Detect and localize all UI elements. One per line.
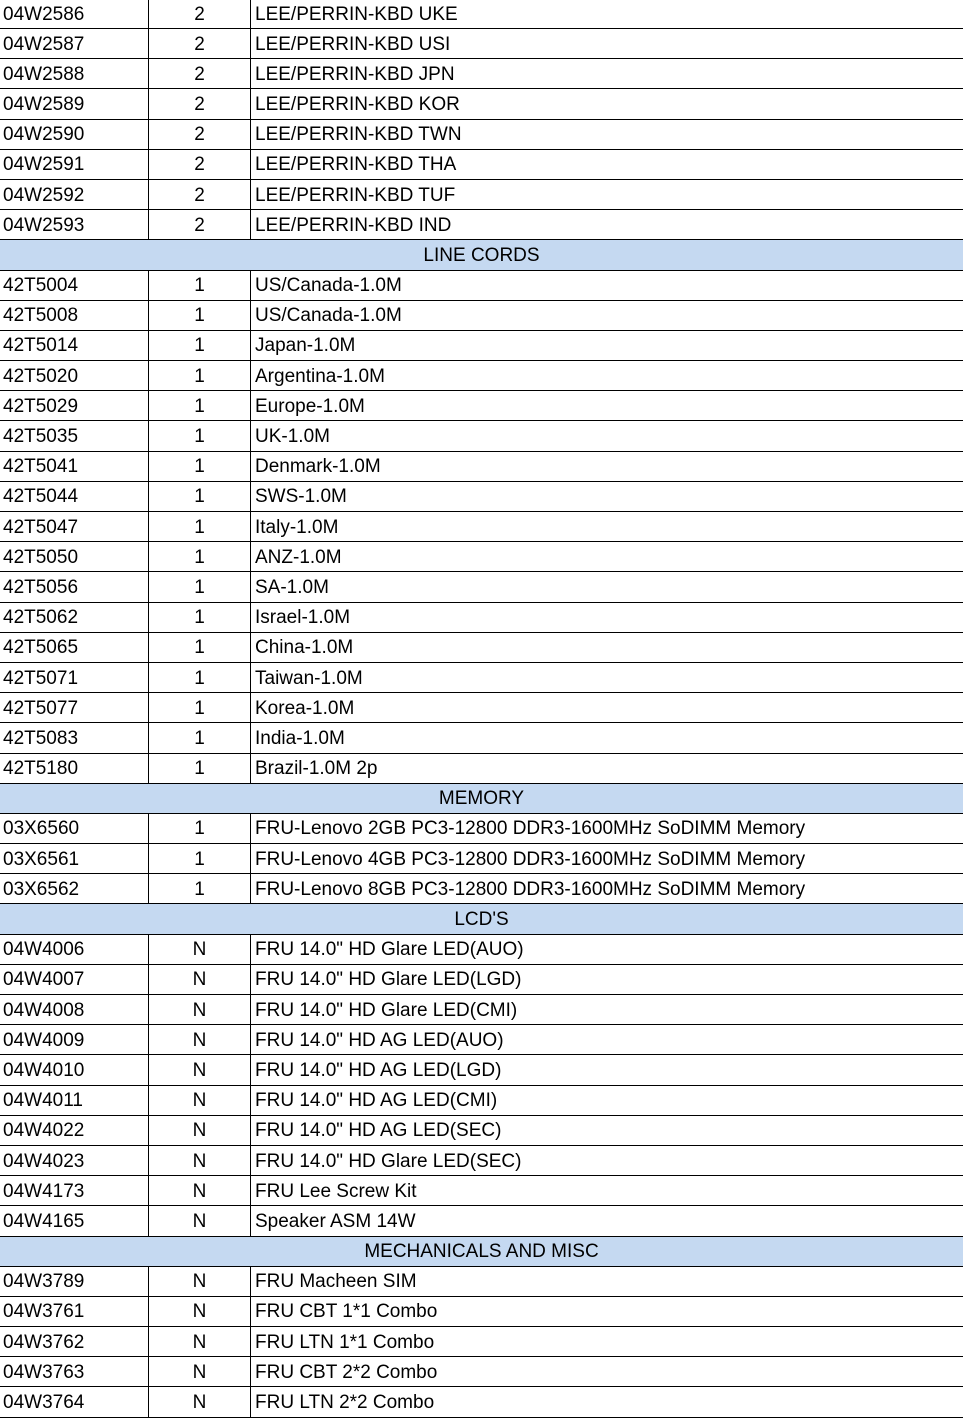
quantity-cell: 1 bbox=[149, 633, 251, 662]
table-row bbox=[0, 482, 963, 512]
description-cell: LEE/PERRIN-KBD TWN bbox=[255, 124, 462, 146]
part-number-cell: 04W3789 bbox=[0, 1267, 149, 1296]
quantity-cell: 1 bbox=[149, 512, 251, 541]
table-row bbox=[0, 210, 963, 240]
part-number-cell: 04W4008 bbox=[0, 995, 149, 1024]
table-row bbox=[0, 512, 963, 542]
table-row bbox=[0, 1146, 963, 1176]
description-cell: Taiwan-1.0M bbox=[255, 667, 363, 689]
table-row bbox=[0, 754, 963, 784]
table-row bbox=[0, 1267, 963, 1297]
quantity-cell: N bbox=[149, 1357, 251, 1386]
description-cell: FRU LTN 2*2 Combo bbox=[255, 1392, 435, 1414]
part-number-cell: 42T5047 bbox=[0, 512, 149, 541]
table-row bbox=[0, 391, 963, 421]
part-number-cell: 04W4022 bbox=[0, 1116, 149, 1145]
description-cell: FRU CBT 2*2 Combo bbox=[255, 1361, 438, 1383]
description-cell: UK-1.0M bbox=[255, 426, 330, 448]
description-cell: FRU 14.0" HD AG LED(AUO) bbox=[255, 1029, 504, 1051]
table-row bbox=[0, 1086, 963, 1116]
quantity-cell: N bbox=[149, 1025, 251, 1054]
table-row bbox=[0, 572, 963, 602]
table-row bbox=[0, 693, 963, 723]
part-number-cell: 04W4009 bbox=[0, 1025, 149, 1054]
description-cell: FRU-Lenovo 2GB PC3-12800 DDR3-1600MHz SoDIMM Memory bbox=[255, 818, 806, 840]
part-number-cell: 04W3761 bbox=[0, 1297, 149, 1326]
description-cell: Israel-1.0M bbox=[255, 607, 351, 629]
part-number-cell: 04W2593 bbox=[0, 210, 149, 239]
part-number-cell: 42T5008 bbox=[0, 301, 149, 330]
part-number-cell: 04W2587 bbox=[0, 29, 149, 58]
quantity-cell: N bbox=[149, 965, 251, 994]
part-number-cell: 42T5041 bbox=[0, 452, 149, 481]
table-row bbox=[0, 965, 963, 995]
table-row bbox=[0, 723, 963, 753]
part-number-cell: 03X6562 bbox=[0, 874, 149, 903]
part-number-cell: 42T5077 bbox=[0, 693, 149, 722]
description-cell: FRU CBT 1*1 Combo bbox=[255, 1301, 438, 1323]
description-cell: FRU 14.0" HD Glare LED(SEC) bbox=[255, 1150, 522, 1172]
quantity-cell: N bbox=[149, 1297, 251, 1326]
quantity-cell: 1 bbox=[149, 572, 251, 601]
description-cell: Speaker ASM 14W bbox=[255, 1210, 416, 1232]
part-number-cell: 04W4173 bbox=[0, 1176, 149, 1205]
description-cell: US/Canada-1.0M bbox=[255, 275, 402, 297]
table-row bbox=[0, 663, 963, 693]
description-cell: FRU 14.0" HD AG LED(LGD) bbox=[255, 1059, 502, 1081]
part-number-cell: 04W2588 bbox=[0, 59, 149, 88]
part-number-cell: 04W4023 bbox=[0, 1146, 149, 1175]
description-cell: Argentina-1.0M bbox=[255, 365, 385, 387]
part-number-cell: 04W2592 bbox=[0, 180, 149, 209]
table-row bbox=[0, 814, 963, 844]
quantity-cell: 2 bbox=[149, 210, 251, 239]
part-number-cell: 03X6560 bbox=[0, 814, 149, 843]
quantity-cell: N bbox=[149, 1176, 251, 1205]
quantity-cell: N bbox=[149, 1146, 251, 1175]
description-cell: FRU 14.0" HD AG LED(CMI) bbox=[255, 1090, 498, 1112]
section-header: MEMORY bbox=[0, 784, 963, 814]
description-cell: US/Canada-1.0M bbox=[255, 305, 402, 327]
part-number-cell: 04W4007 bbox=[0, 965, 149, 994]
part-number-cell: 42T5065 bbox=[0, 633, 149, 662]
table-row bbox=[0, 271, 963, 301]
table-row bbox=[0, 150, 963, 180]
quantity-cell: 1 bbox=[149, 331, 251, 360]
part-number-cell: 04W4165 bbox=[0, 1206, 149, 1235]
description-cell: LEE/PERRIN-KBD KOR bbox=[255, 93, 460, 115]
quantity-cell: 1 bbox=[149, 754, 251, 783]
description-cell: FRU 14.0" HD AG LED(SEC) bbox=[255, 1120, 502, 1142]
part-number-cell: 04W2589 bbox=[0, 89, 149, 118]
part-number-cell: 04W4011 bbox=[0, 1086, 149, 1115]
description-cell: FRU 14.0" HD Glare LED(LGD) bbox=[255, 969, 522, 991]
quantity-cell: 1 bbox=[149, 844, 251, 873]
table-row bbox=[0, 1055, 963, 1085]
part-number-cell: 04W3763 bbox=[0, 1357, 149, 1386]
part-number-cell: 42T5014 bbox=[0, 331, 149, 360]
table-row bbox=[0, 1357, 963, 1387]
table-row bbox=[0, 542, 963, 572]
description-cell: LEE/PERRIN-KBD USI bbox=[255, 33, 451, 55]
description-cell: FRU Lee Screw Kit bbox=[255, 1180, 417, 1202]
table-row bbox=[0, 1025, 963, 1055]
table-row bbox=[0, 89, 963, 119]
part-number-cell: 04W4006 bbox=[0, 935, 149, 964]
quantity-cell: 2 bbox=[149, 0, 251, 28]
part-number-cell: 42T5020 bbox=[0, 361, 149, 390]
quantity-cell: 1 bbox=[149, 603, 251, 632]
table-row bbox=[0, 331, 963, 361]
table-row bbox=[0, 361, 963, 391]
part-number-cell: 04W2590 bbox=[0, 120, 149, 149]
table-row bbox=[0, 0, 963, 29]
description-cell: LEE/PERRIN-KBD THA bbox=[255, 154, 457, 176]
table-row bbox=[0, 421, 963, 451]
description-cell: Brazil-1.0M 2p bbox=[255, 758, 378, 780]
quantity-cell: 2 bbox=[149, 150, 251, 179]
quantity-cell: 1 bbox=[149, 482, 251, 511]
table-row bbox=[0, 180, 963, 210]
quantity-cell: 2 bbox=[149, 89, 251, 118]
description-cell: Denmark-1.0M bbox=[255, 456, 381, 478]
quantity-cell: 1 bbox=[149, 814, 251, 843]
table-row bbox=[0, 1297, 963, 1327]
table-row bbox=[0, 301, 963, 331]
quantity-cell: N bbox=[149, 1116, 251, 1145]
description-cell: China-1.0M bbox=[255, 637, 354, 659]
quantity-cell: 1 bbox=[149, 874, 251, 903]
description-cell: ANZ-1.0M bbox=[255, 546, 342, 568]
description-cell: FRU LTN 1*1 Combo bbox=[255, 1331, 435, 1353]
description-cell: LEE/PERRIN-KBD JPN bbox=[255, 63, 455, 85]
table-row bbox=[0, 633, 963, 663]
description-cell: Europe-1.0M bbox=[255, 395, 365, 417]
quantity-cell: 1 bbox=[149, 693, 251, 722]
quantity-cell: 1 bbox=[149, 723, 251, 752]
table-row bbox=[0, 844, 963, 874]
table-row bbox=[0, 995, 963, 1025]
table-row bbox=[0, 874, 963, 904]
table-row bbox=[0, 120, 963, 150]
description-cell: LEE/PERRIN-KBD TUF bbox=[255, 184, 456, 206]
description-cell: Italy-1.0M bbox=[255, 516, 339, 538]
table-row bbox=[0, 1176, 963, 1206]
quantity-cell: 1 bbox=[149, 663, 251, 692]
description-cell: FRU-Lenovo 4GB PC3-12800 DDR3-1600MHz SoDIMM Memory bbox=[255, 848, 806, 870]
part-number-cell: 42T5044 bbox=[0, 482, 149, 511]
part-number-cell: 42T5029 bbox=[0, 391, 149, 420]
quantity-cell: 1 bbox=[149, 421, 251, 450]
table-row bbox=[0, 452, 963, 482]
part-number-cell: 42T5004 bbox=[0, 271, 149, 300]
part-number-cell: 04W3762 bbox=[0, 1327, 149, 1356]
table-row bbox=[0, 1387, 963, 1417]
quantity-cell: N bbox=[149, 1086, 251, 1115]
table-row bbox=[0, 1327, 963, 1357]
part-number-cell: 04W4010 bbox=[0, 1055, 149, 1084]
quantity-cell: N bbox=[149, 1267, 251, 1296]
part-number-cell: 42T5083 bbox=[0, 723, 149, 752]
description-cell: FRU 14.0" HD Glare LED(AUO) bbox=[255, 939, 524, 961]
part-number-cell: 42T5035 bbox=[0, 421, 149, 450]
part-number-cell: 04W2586 bbox=[0, 0, 149, 28]
quantity-cell: N bbox=[149, 935, 251, 964]
table-row bbox=[0, 935, 963, 965]
part-number-cell: 03X6561 bbox=[0, 844, 149, 873]
part-number-cell: 42T5062 bbox=[0, 603, 149, 632]
quantity-cell: 1 bbox=[149, 271, 251, 300]
description-cell: Korea-1.0M bbox=[255, 697, 355, 719]
section-header: LINE CORDS bbox=[0, 240, 963, 270]
quantity-cell: 2 bbox=[149, 29, 251, 58]
table-row bbox=[0, 1116, 963, 1146]
description-cell: SWS-1.0M bbox=[255, 486, 347, 508]
quantity-cell: 1 bbox=[149, 361, 251, 390]
description-cell: FRU 14.0" HD Glare LED(CMI) bbox=[255, 999, 518, 1021]
quantity-cell: N bbox=[149, 1327, 251, 1356]
table-row bbox=[0, 603, 963, 633]
description-cell: LEE/PERRIN-KBD UKE bbox=[255, 4, 458, 25]
quantity-cell: N bbox=[149, 1206, 251, 1235]
part-number-cell: 04W2591 bbox=[0, 150, 149, 179]
description-cell: FRU-Lenovo 8GB PC3-12800 DDR3-1600MHz SoDIMM Memory bbox=[255, 878, 806, 900]
quantity-cell: N bbox=[149, 995, 251, 1024]
table-row bbox=[0, 1206, 963, 1236]
part-number-cell: 42T5050 bbox=[0, 542, 149, 571]
quantity-cell: N bbox=[149, 1055, 251, 1084]
part-number-cell: 42T5056 bbox=[0, 572, 149, 601]
table-row bbox=[0, 29, 963, 59]
quantity-cell: 1 bbox=[149, 542, 251, 571]
section-header: MECHANICALS AND MISC bbox=[0, 1237, 963, 1267]
quantity-cell: 1 bbox=[149, 391, 251, 420]
quantity-cell: 2 bbox=[149, 59, 251, 88]
quantity-cell: 1 bbox=[149, 301, 251, 330]
table-row bbox=[0, 59, 963, 89]
quantity-cell: N bbox=[149, 1387, 251, 1416]
description-cell: India-1.0M bbox=[255, 727, 345, 749]
section-header: LCD'S bbox=[0, 904, 963, 934]
description-cell: FRU Macheen SIM bbox=[255, 1271, 417, 1293]
description-cell: SA-1.0M bbox=[255, 576, 329, 598]
part-number-cell: 04W3764 bbox=[0, 1387, 149, 1416]
quantity-cell: 1 bbox=[149, 452, 251, 481]
part-number-cell: 42T5180 bbox=[0, 754, 149, 783]
quantity-cell: 2 bbox=[149, 180, 251, 209]
description-cell: LEE/PERRIN-KBD IND bbox=[255, 214, 452, 236]
part-number-cell: 42T5071 bbox=[0, 663, 149, 692]
quantity-cell: 2 bbox=[149, 120, 251, 149]
description-cell: Japan-1.0M bbox=[255, 335, 356, 357]
